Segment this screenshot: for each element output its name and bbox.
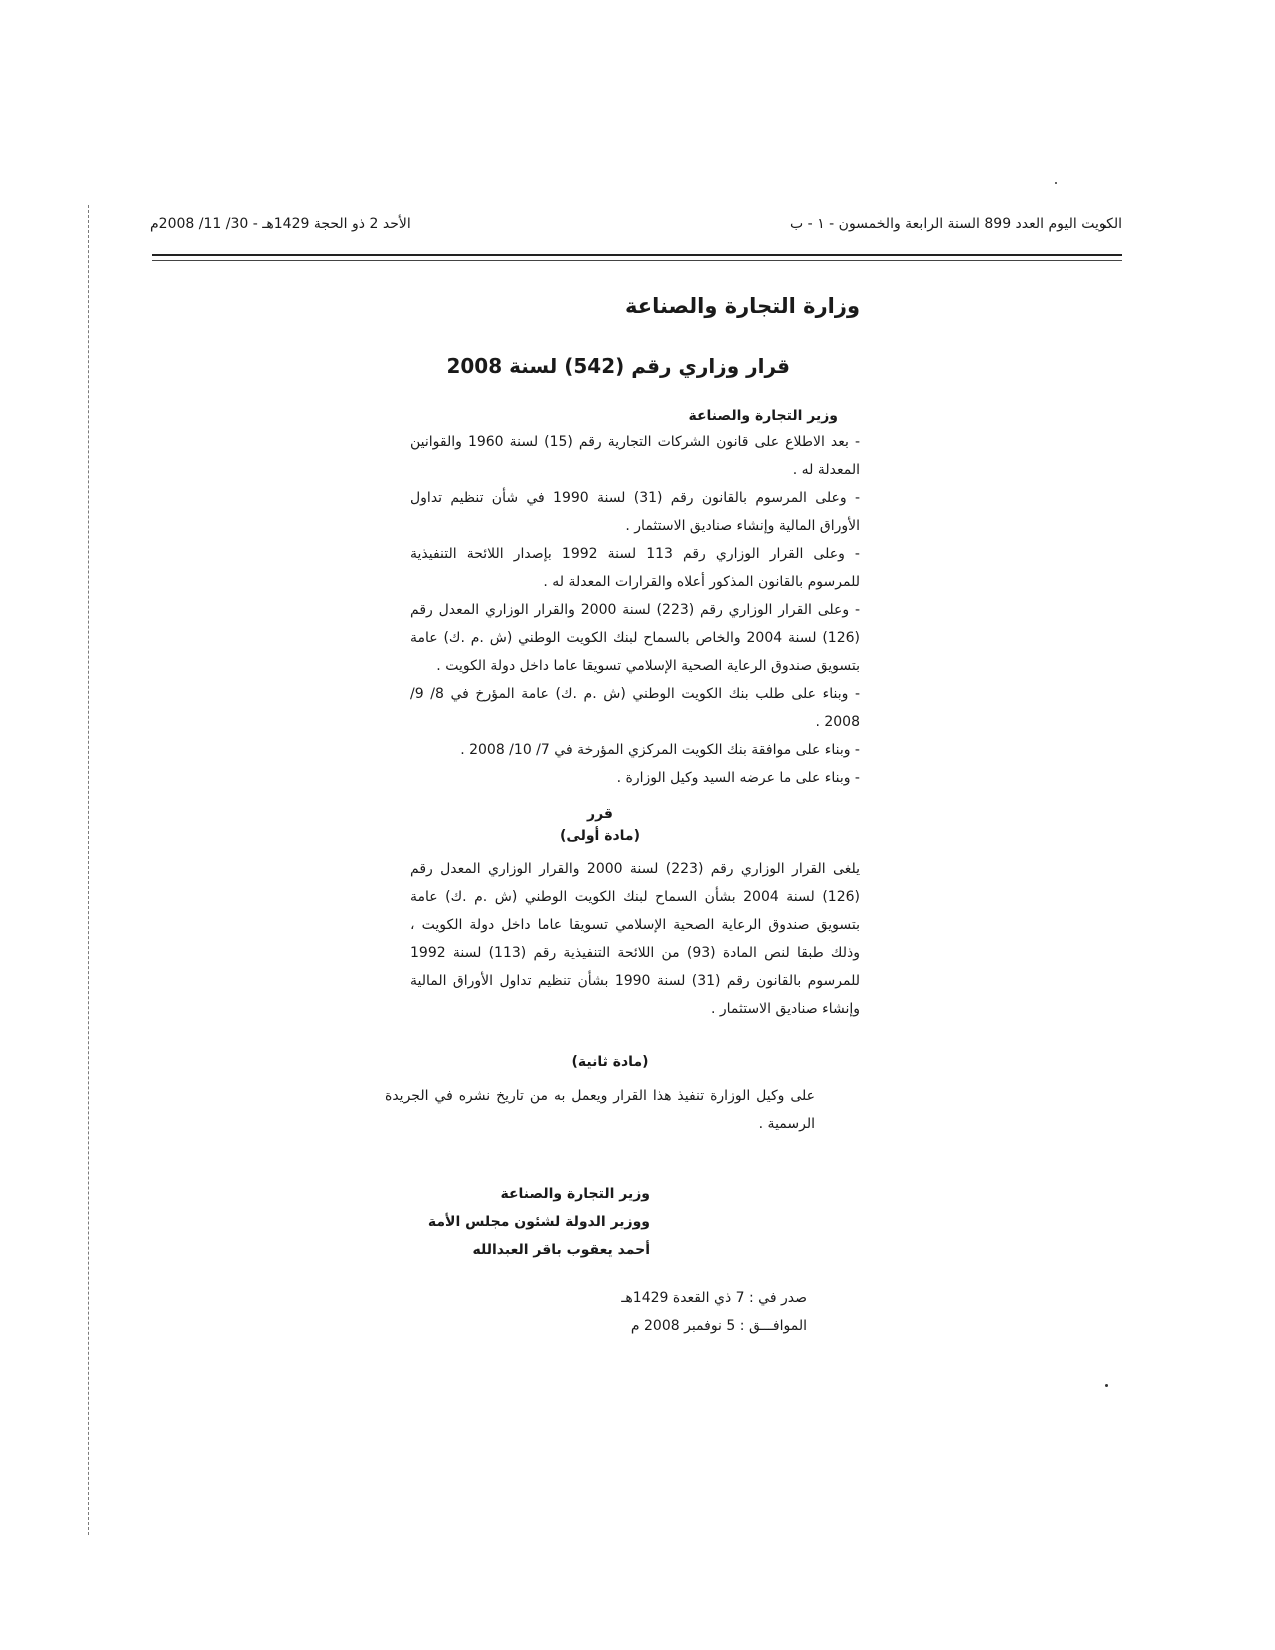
article-2-text: على وكيل الوزارة تنفيذ هذا القرار ويعمل به من تاريخ نشره في الجريدة الرسمية . [385,1088,815,1132]
preamble-item: - وعلى القرار الوزاري رقم 113 لسنة 1992 بإصدار اللائحة التنفيذية للمرسوم بالقانون المذكور أعلاه والقرارات المعدلة له . [410,546,860,590]
scan-edge-line [88,205,89,1535]
article-1-text: يلغى القرار الوزاري رقم (223) لسنة 2000 والقرار الوزاري المعدل رقم (126) لسنة 2004 بشأن السماح لبنك الكويت الوطني (ش .م .ك) عامة بتسويق صندوق الرعاية الصحية الإسلامي تسويقا عاما داخل دولة الكويت ، وذلك طبقا لنص المادة (93) من اللائحة التنفيذية رقم (113) لسنة 1992 للمرسوم بالقانون رقم (31) لسنة 1990 بشأن تنظيم تداول الأوراق المالية وإنشاء صناديق الاستثمار . [410,861,860,1017]
article-2-heading: (مادة ثانية) [571,1054,649,1070]
scan-speck [1105,1384,1108,1387]
header-rule-thin [152,260,1122,261]
article-1-heading: (مادة أولى) [560,828,640,844]
header-date: الأحد 2 ذو الحجة 1429هـ - 30/ 11/ 2008م [150,216,411,232]
header-issue-info: الكويت اليوم العدد 899 السنة الرابعة والخمسون - ١ - ب [790,216,1122,232]
decision-title: قرار وزاري رقم (542) لسنة 2008 [446,354,790,378]
issued-gregorian: الموافـــق : 5 نوفمبر 2008 م [630,1318,807,1334]
signature-title-2: ووزير الدولة لشئون مجلس الأمة [427,1214,650,1230]
preamble-item: - وبناء على طلب بنك الكويت الوطني (ش .م .ك) عامة المؤرخ في 8/ 9/ 2008 . [410,686,860,730]
issued-hijri: صدر في : 7 ذي القعدة 1429هـ [621,1290,807,1306]
preamble-item: - بعد الاطلاع على قانون الشركات التجارية رقم (15) لسنة 1960 والقوانين المعدلة له . [410,434,860,478]
signature-name: أحمد يعقوب باقر العبدالله [472,1242,650,1258]
scan-speck [1055,182,1057,184]
preamble-item: - وعلى المرسوم بالقانون رقم (31) لسنة 1990 في شأن تنظيم تداول الأوراق المالية وإنشاء صناديق الاستثمار . [410,490,861,534]
issue-date-block [621,1284,807,1340]
decides-heading: قرر [587,806,613,822]
preamble-item: - وعلى القرار الوزاري رقم (223) لسنة 2000 والقرار الوزاري المعدل رقم (126) لسنة 2004 والخاص بالسماح لبنك الكويت الوطني (ش .م .ك) عامة بتسويق صندوق الرعاية الصحية الإسلامي تسويقا عاما داخل دولة الكويت . [410,602,860,674]
preamble-item: - وبناء على موافقة بنك الكويت المركزي المؤرخة في 7/ 10/ 2008 . [460,742,860,758]
header-rule [152,254,1122,256]
signature-block [428,1180,650,1264]
signature-title: وزير التجارة والصناعة [500,1186,650,1202]
ministry-name: وزارة التجارة والصناعة [625,294,860,318]
page-header [150,216,1122,242]
minister-heading: وزير التجارة والصناعة [688,408,838,424]
preamble-list [410,428,860,792]
preamble-item: - وبناء على ما عرضه السيد وكيل الوزارة . [616,770,860,786]
